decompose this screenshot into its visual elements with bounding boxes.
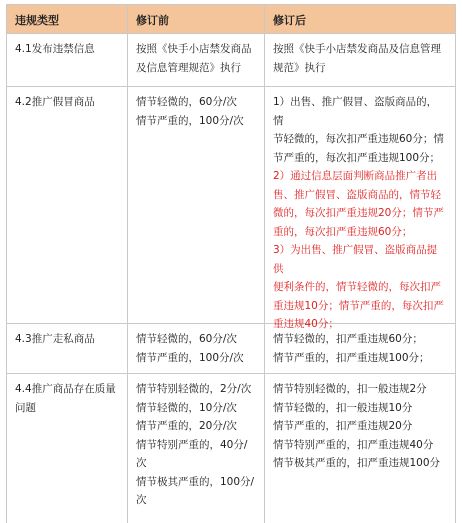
before-text-line: 情节特别轻微的，2分/次	[136, 383, 252, 395]
after-text-line: 情节极其严重的，扣严重违规100分	[273, 457, 441, 469]
after-text-line: 情节轻微的，扣一般违规10分	[273, 401, 413, 414]
violation-type-cell	[7, 374, 128, 523]
after-text-line: 情节轻微的，扣严重违规60分；	[273, 333, 423, 345]
after-text-line: 规范》执行	[273, 61, 326, 74]
after-revision-cell	[265, 87, 455, 330]
before-text-line: 情节轻微的，60分/次	[136, 333, 237, 345]
after-text-line: 情节严重的，扣严重违规20分	[273, 420, 413, 432]
violation-type-text: 4.1发布违禁信息	[15, 43, 95, 55]
after-text-line-highlighted: 微的，每次扣严重违规20分；情节严	[273, 207, 444, 219]
violation-type-text: 4.2推广假冒商品	[15, 96, 95, 108]
before-text-line: 情节极其严重的，100分/	[136, 475, 255, 488]
after-text-line-highlighted: 重的，每次扣严重违规60分；	[273, 225, 413, 238]
before-text-line: 情节轻微的，10分/次	[136, 401, 237, 414]
before-text-line: 按照《快手小店禁发商品	[136, 43, 252, 55]
header-before-revision: 修订前	[128, 5, 265, 33]
before-text-line: 及信息管理规范》执行	[136, 61, 241, 74]
after-text-line-highlighted: 3）为出售、推广假冒、盗版商品提供	[273, 244, 438, 275]
table-row	[7, 87, 455, 330]
table-row	[7, 34, 455, 87]
after-text-line-highlighted: 便利条件的，情节轻微的，每次扣严	[273, 281, 441, 293]
table-header-row	[7, 5, 455, 34]
header-after-revision: 修订后	[273, 14, 306, 27]
header-violation-type: 违规类型	[7, 5, 128, 33]
after-text-line: 按照《快手小店禁发商品及信息管理	[273, 43, 441, 55]
after-text-line-highlighted: 2）通过信息层面判断商品推广者出	[273, 170, 438, 182]
before-revision-cell	[128, 34, 265, 86]
before-text-line: 情节严重的，100分/次	[136, 351, 244, 364]
table-row	[7, 374, 455, 523]
after-revision-cell	[265, 374, 455, 523]
after-text-line: 节轻微的，每次扣严重违规60分；情	[273, 133, 444, 145]
after-text-line: 节严重的，每次扣严重违规100分；	[273, 151, 441, 164]
after-text-line: 1）出售、推广假冒、盗版商品的，情	[273, 96, 438, 127]
after-text-line: 情节严重的，扣严重违规100分；	[273, 351, 430, 364]
before-revision-cell	[128, 87, 265, 323]
after-text-line-highlighted: 重违规10分；情节严重的，每次扣严	[273, 299, 444, 312]
after-revision-cell	[265, 324, 455, 373]
after-text-line-highlighted: 重违规40分；	[273, 318, 339, 330]
policy-revision-table	[6, 4, 456, 523]
table-row	[7, 324, 455, 374]
before-text-line: 次	[136, 457, 147, 469]
violation-type-text-line: 4.4推广商品存在质量	[15, 383, 116, 395]
violation-type-cell	[7, 324, 128, 373]
before-revision-cell	[128, 324, 265, 373]
before-text-line: 情节特别严重的，40分/	[136, 438, 248, 451]
violation-type-text: 4.3推广走私商品	[15, 333, 95, 345]
after-revision-cell	[265, 34, 455, 86]
after-text-line: 情节特别严重的，扣严重违规40分	[273, 438, 434, 451]
before-text-line: 次	[136, 494, 147, 506]
before-revision-cell	[128, 374, 265, 523]
after-text-line-highlighted: 售、推广假冒、盗版商品的，情节轻	[273, 188, 441, 201]
after-text-line: 情节特别轻微的，扣一般违规2分	[273, 383, 427, 395]
violation-type-cell	[7, 34, 128, 86]
before-text-line: 情节严重的，20分/次	[136, 420, 237, 432]
before-text-line: 情节轻微的，60分/次	[136, 96, 237, 108]
violation-type-cell	[7, 87, 128, 323]
violation-type-text-line: 问题	[15, 401, 36, 414]
before-text-line: 情节严重的，100分/次	[136, 114, 244, 127]
